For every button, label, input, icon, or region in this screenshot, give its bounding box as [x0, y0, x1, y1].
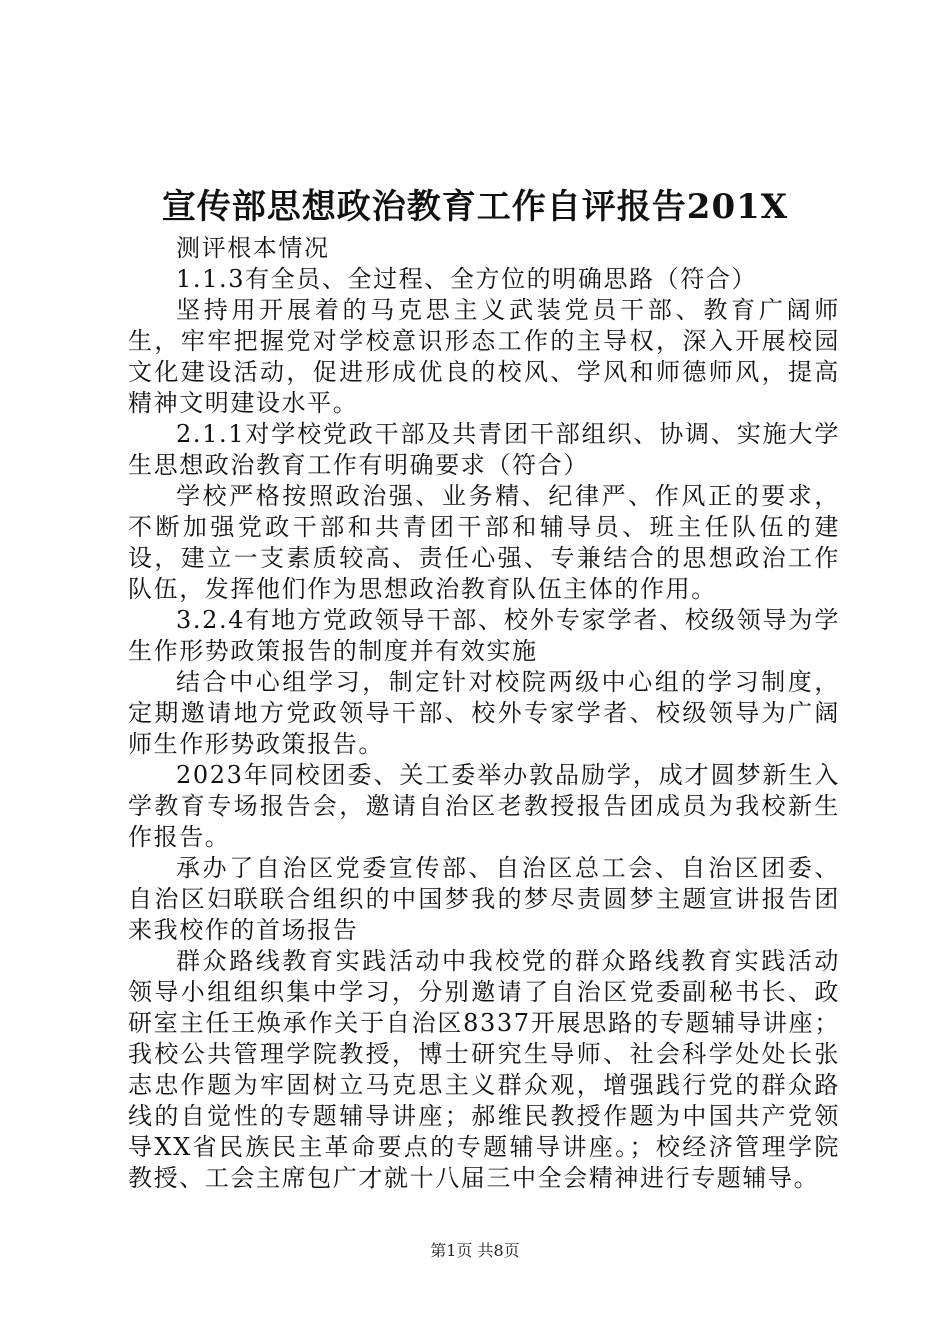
paragraph: 2.1.1对学校党政干部及共青团干部组织、协调、实施大学生思想政治教育工作有明确要求（符合）: [128, 420, 840, 479]
paragraph: 坚持用开展着的马克思主义武装党员干部、教育广阔师生，牢牢把握党对学校意识形态工作的主导权，深入开展校园文化建设活动，促进形成优良的校风、学风和师德师风，提高精神文明建设水平。: [128, 296, 840, 417]
document-title: 宣传部思想政治教育工作自评报告201X: [161, 187, 789, 227]
page-footer: 第1页 共8页: [430, 1241, 520, 1260]
paragraph: 2023年同校团委、关工委举办敦品励学，成才圆梦新生入学教育专场报告会，邀请自治区老教授报告团成员为我校新生作报告。: [128, 761, 840, 851]
paragraph: 测评根本情况: [176, 234, 330, 262]
paragraph: 群众路线教育实践活动中我校党的群众路线教育实践活动领导小组组织集中学习，分别邀请了自治区党委副秘书长、政研室主任王焕承作关于自治区8337开展思路的专题辅导讲座；我校公共管理学院教授，博士研究生导师、社会科学处处长张志忠作题为牢固树立马克思主义群众观，增强践行党的群众路线的自觉性的专题辅导讲座；郝维民教授作题为中国共产党领导XX省民族民主革命要点的专题辅导讲座。；校经济管理学院教授、工会主席包广才就十八届三中全会精神进行专题辅导。: [128, 947, 840, 1192]
paragraph: 1.1.3有全员、全过程、全方位的明确思路（符合）: [176, 265, 758, 293]
document-body: [128, 233, 840, 1194]
paragraph: 3.2.4有地方党政领导干部、校外专家学者、校级领导为学生作形势政策报告的制度并有效实施: [128, 606, 840, 665]
paragraph: 承办了自治区党委宣传部、自治区总工会、自治区团委、自治区妇联联合组织的中国梦我的梦尽责圆梦主题宣讲报告团来我校作的首场报告: [128, 854, 840, 944]
paragraph: 结合中心组学习，制定针对校院两级中心组的学习制度，定期邀请地方党政领导干部、校外专家学者、校级领导为广阔师生作形势政策报告。: [128, 668, 840, 758]
paragraph: 学校严格按照政治强、业务精、纪律严、作风正的要求，不断加强党政干部和共青团干部和辅导员、班主任队伍的建设，建立一支素质较高、责任心强、专兼结合的思想政治工作队伍，发挥他们作为思想政治教育队伍主体的作用。: [128, 482, 840, 603]
